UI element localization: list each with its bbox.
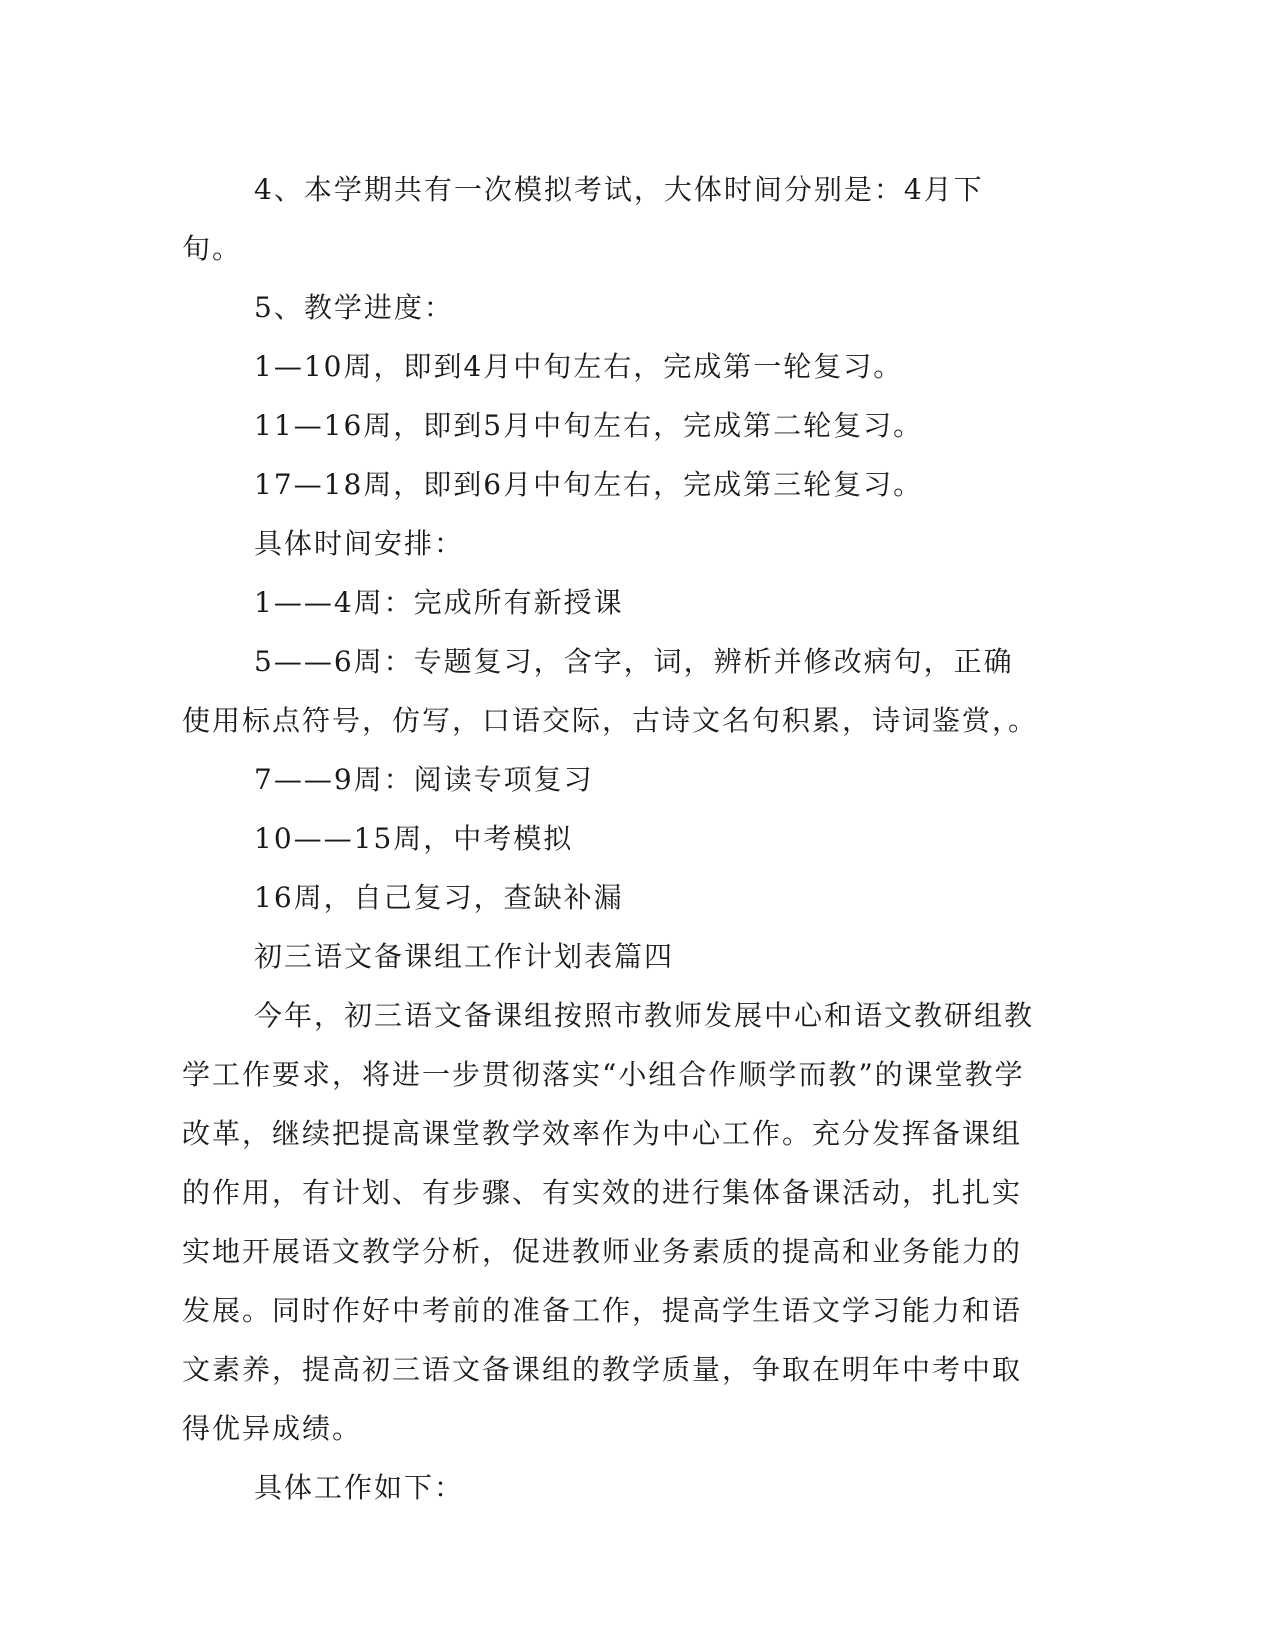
paragraph-work-items-heading: 具体工作如下：	[254, 1471, 465, 1504]
paragraph-schedule-heading: 具体时间安排：	[254, 527, 465, 560]
paragraph-weeks-1-4: 1——4周：完成所有新授课	[254, 586, 624, 619]
paragraph-weeks-11-16: 11—16周，即到5月中旬左右，完成第二轮复习。	[254, 409, 924, 442]
paragraph-weeks-5-6: 5——6周：专题复习，含字，词，辨析并修改病句，正确使用标点符号，仿写，口语交际，古诗文名句积累，诗词鉴赏，。	[182, 645, 1039, 737]
paragraph-weeks-17-18: 17—18周，即到6月中旬左右，完成第三轮复习。	[254, 468, 924, 501]
paragraph-intro: 今年，初三语文备课组按照市教师发展中心和语文教研组教学工作要求，将进一步贯彻落实“小组合作顺学而教”的课堂教学改革，继续把提高课堂教学效率作为中心工作。充分发挥备课组的作用，有计划、有步骤、有实效的进行集体备课活动，扎扎实实地开展语文教学分析，促进教师业务素质的提高和业务能力的发展。同时作好中考前的准备工作，提高学生语文学习能力和语文素养，提高初三语文备课组的教学质量，争取在明年中考中取得优异成绩。	[182, 999, 1035, 1445]
paragraph-weeks-1-10: 1—10周，即到4月中旬左右，完成第一轮复习。	[254, 350, 904, 383]
document-body	[182, 160, 1042, 1517]
section-title: 初三语文备课组工作计划表篇四	[254, 940, 675, 973]
paragraph-week-16: 16周，自己复习，查缺补漏	[254, 881, 624, 914]
paragraph-weeks-7-9: 7——9周：阅读专项复习	[254, 763, 594, 796]
paragraph-mock-exam: 4、本学期共有一次模拟考试，大体时间分别是：4月下旬。	[182, 173, 984, 265]
paragraph-teaching-progress: 5、教学进度：	[254, 291, 454, 324]
paragraph-weeks-10-15: 10——15周，中考模拟	[254, 822, 574, 855]
